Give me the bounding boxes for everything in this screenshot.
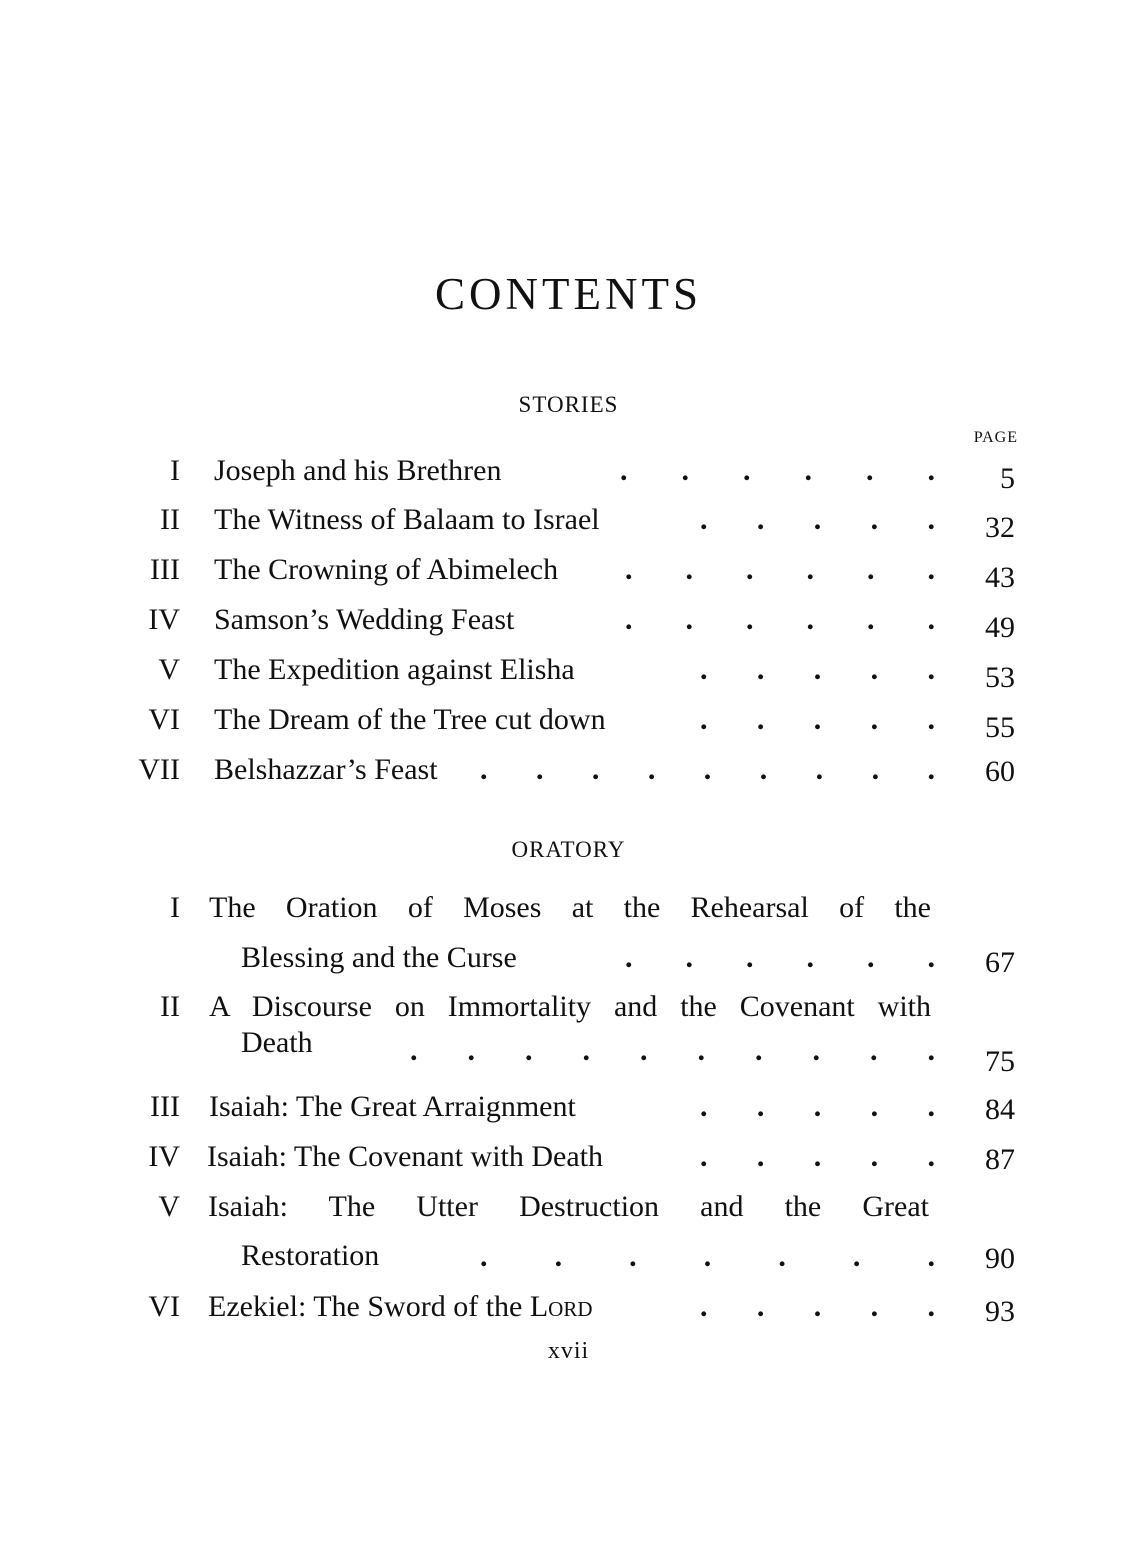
entry-number: II [160, 990, 180, 1023]
page-title: CONTENTS [435, 269, 702, 319]
entry-title: Belshazzar’s Feast [214, 753, 438, 786]
entry-number: VII [138, 753, 180, 786]
entry-title-line1: Isaiah: The Utter Destruction and the Great [208, 1190, 929, 1223]
entry-number: III [150, 553, 180, 586]
dot-leader: . . . . . . . . . . [410, 1034, 935, 1067]
entry-title: The Expedition against Elisha [214, 653, 575, 686]
entry-title: Isaiah: The Covenant with Death [207, 1140, 604, 1173]
entry-title: The Witness of Balaam to Israel [214, 503, 600, 536]
entry-page: 53 [985, 661, 1015, 694]
entry-number: VI [148, 703, 180, 736]
entry-number: IV [148, 1140, 180, 1173]
entry-title: The Dream of the Tree cut down [214, 703, 606, 736]
dot-leader: . . . . . [700, 1290, 935, 1323]
entry-page: 90 [985, 1242, 1015, 1275]
entry-number: V [158, 653, 180, 686]
dot-leader: . . . . . [700, 1090, 935, 1123]
dot-leader: . . . . . . [625, 553, 935, 586]
entry-number: III [150, 1090, 180, 1123]
entry-number: I [170, 891, 180, 924]
page-column-label: PAGE [973, 429, 1018, 446]
section-heading-oratory: ORATORY [511, 837, 626, 862]
dot-leader: . . . . . . [625, 941, 935, 974]
entry-number: V [158, 1190, 180, 1223]
entry-page: 93 [985, 1295, 1015, 1328]
entry-title: Samson’s Wedding Feast [214, 603, 515, 636]
dot-leader: . . . . . [700, 1140, 935, 1173]
entry-number: II [160, 503, 180, 536]
entry-page: 49 [985, 611, 1015, 644]
dot-leader: . . . . . [700, 503, 935, 536]
toc-entry [0, 893, 1137, 983]
dot-leader: . . . . . . . [480, 1240, 935, 1273]
entry-title-line1: A Discourse on Immortality and the Covenant with [209, 990, 931, 1023]
dot-leader: . . . . . [700, 703, 935, 736]
entry-title: The Crowning of Abimelech [214, 553, 559, 586]
entry-number: IV [148, 603, 180, 636]
entry-page: 75 [985, 1045, 1015, 1078]
entry-title-text: Ezekiel: The Sword of the [208, 1290, 523, 1323]
entry-page: 32 [985, 511, 1015, 544]
entry-page: 43 [985, 561, 1015, 594]
entry-title: Isaiah: The Great Arraignment [209, 1090, 576, 1123]
entry-title-line2: Blessing and the Curse [241, 941, 517, 974]
page-folio: xvii [547, 1338, 590, 1364]
entry-title-smallcaps: Lord [529, 1290, 593, 1323]
entry-number: VI [148, 1290, 180, 1323]
toc-entry [0, 1192, 1137, 1282]
entry-page: 84 [985, 1093, 1015, 1126]
entry-number: I [170, 454, 180, 487]
entry-page: 67 [985, 946, 1015, 979]
section-heading-stories: STORIES [518, 392, 619, 417]
entry-title: Joseph and his Brethren [214, 454, 502, 487]
dot-leader: . . . . . . . . . [480, 753, 935, 786]
entry-title-line2: Death [241, 1026, 313, 1059]
entry-page: 55 [985, 711, 1015, 744]
entry-page: 87 [985, 1143, 1015, 1176]
dot-leader: . . . . . [700, 653, 935, 686]
dot-leader: . . . . . . [625, 603, 935, 636]
entry-title-line2: Restoration [241, 1239, 380, 1272]
entry-title [208, 1292, 593, 1322]
entry-page: 5 [1000, 462, 1015, 495]
entry-page: 60 [985, 755, 1015, 788]
entry-title-line1: The Oration of Moses at the Rehearsal of the [209, 891, 931, 924]
toc-entry [0, 992, 1137, 1082]
dot-leader: . . . . . . [620, 454, 935, 487]
